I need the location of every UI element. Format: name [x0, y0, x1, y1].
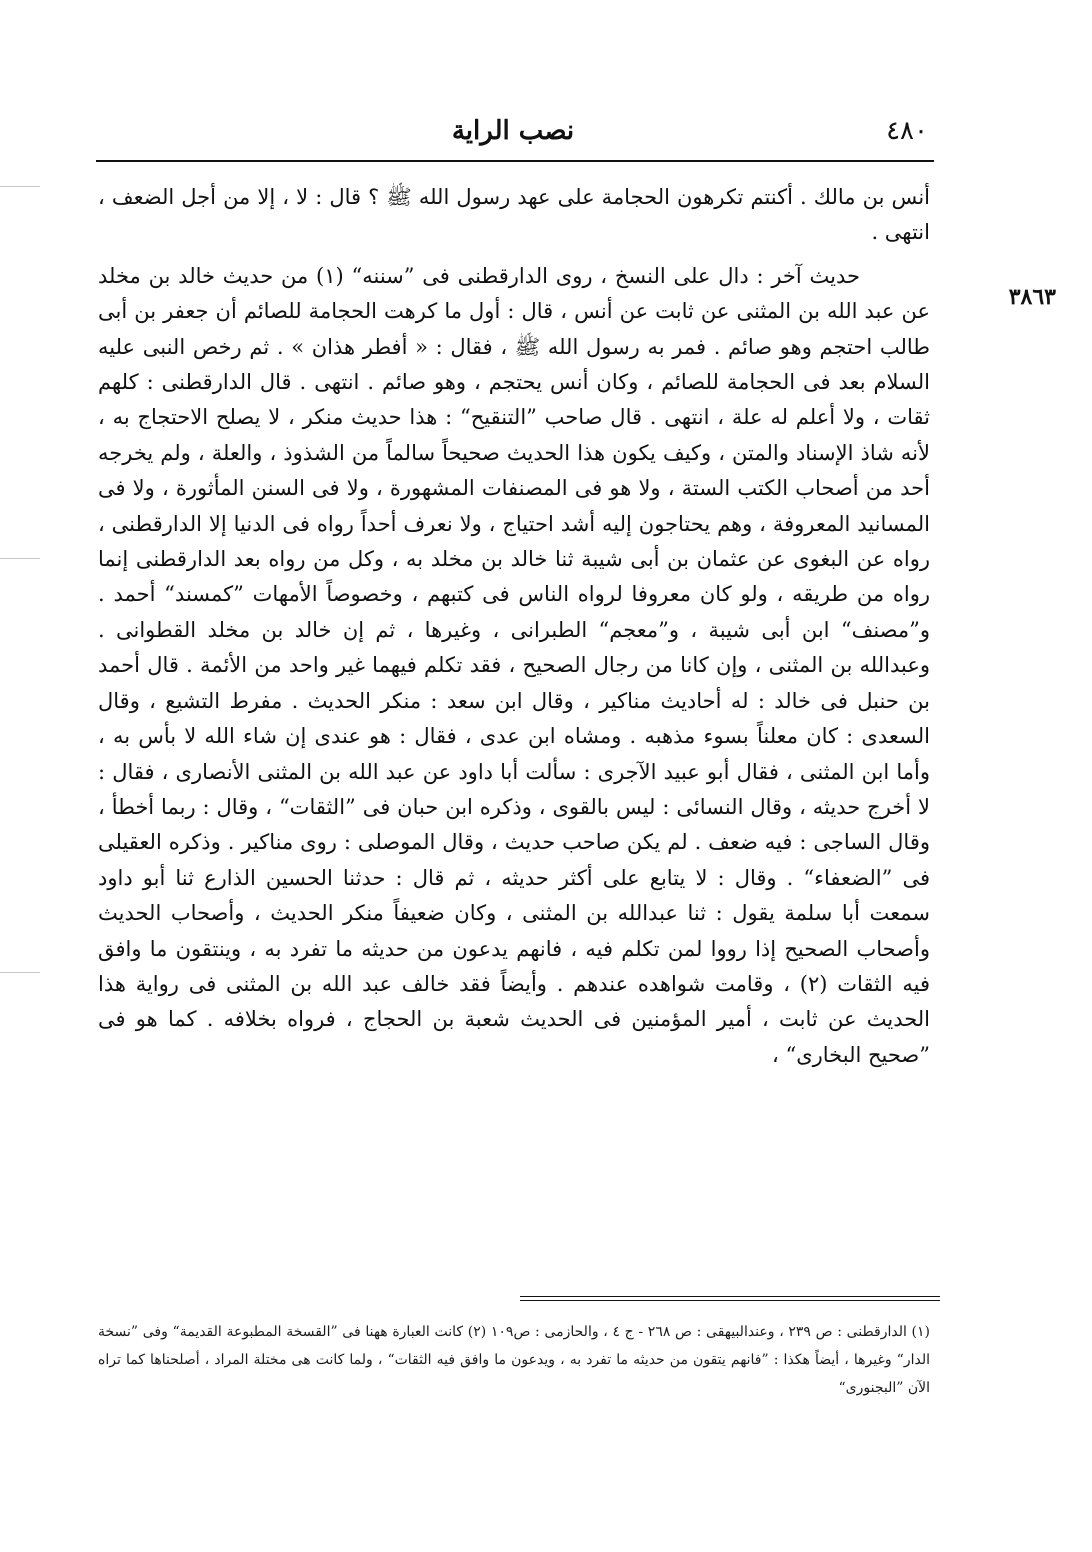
hadith-number: ٣٨٦٣	[1008, 284, 1056, 310]
running-title: نصب الراية	[451, 116, 575, 146]
footnotes	[98, 1318, 930, 1402]
paragraph: حديث آخر : دال على النسخ ، روى الدارقطنى فى ”سننه“ (١) من حديث خالد بن مخلد عن عبد الله بن المثنى عن ثابت عن أنس ، قال : أول ما كرهت الحجامة للصائم أن جعفر بن أبى طالب احتجم وهو صائم . فمر به رسول الله ﷺ ، فقال : « أفطر هذان » . ثم رخص النبى عليه السلام بعد فى الحجامة للصائم ، وكان أنس يحتجم ، وهو صائم . انتهى . قال الدارقطنى : كلهم ثقات ، ولا أعلم له علة ، انتهى . قال صاحب ”التنقيح“ : هذا حديث منكر ، لا يصلح الاحتجاج به ، لأنه شاذ الإسناد والمتن ، وكيف يكون هذا الحديث صحيحاً سالماً من الشذوذ ، والعلة ، ولم يخرجه أحد من أصحاب الكتب الستة ، ولا هو فى المصنفات المشهورة ، ولا فى السنن المأثورة ، ولا فى المسانيد المعروفة ، وهم يحتاجون إليه أشد احتياج ، ولا نعرف أحداً رواه فى الدنيا إلا الدارقطنى ، رواه عن البغوى عن عثمان بن أبى شيبة ثنا خالد بن مخلد به ، وكل من رواه بعد الدارقطنى إنما رواه من طريقه ، ولو كان معروفا لرواه الناس فى كتبهم ، وخصوصاً الأمهات ”كمسند“ أحمد . و”مصنف“ ابن أبى شيبة ، و”معجم“ الطبرانى ، وغيرها ، ثم إن خالد بن مخلد القطوانى . وعبدالله بن المثنى ، وإن كانا من رجال الصحيح ، فقد تكلم فيهما غير واحد من الأئمة . قال أحمد بن حنبل فى خالد : له أحاديث مناكير ، وقال ابن سعد : منكر الحديث . مفرط التشيع ، وقال السعدى : كان معلناً بسوء مذهبه . ومشاه ابن عدى ، فقال : هو عندى إن شاء الله لا بأس به ، وأما ابن المثنى ، فقال أبو عبيد الآجرى : سألت أبا داود عن عبد الله بن المثنى الأنصارى ، فقال : لا أخرج حديثه ، وقال النسائى : ليس بالقوى ، وذكره ابن حبان فى ”الثقات“ ، وقال : ربما أخطأ ، وقال الساجى : فيه ضعف . لم يكن صاحب حديث ، وقال الموصلى : روى مناكير . وذكره العقيلى فى ”الضعفاء“ . وقال : لا يتابع على أكثر حديثه ، ثم قال : حدثنا الحسين الذارع ثنا أبو داود سمعت أبا سلمة يقول : ثنا عبدالله بن المثنى ، وكان ضعيفاً منكر الحديث ، وأصحاب الحديث وأصحاب الصحيح إذا رووا لمن تكلم فيه ، فانهم يدعون من حديثه ما تفرد به ، وينتقون ما وافق فيه الثقات (٢) ، وقامت شواهده عندهم . وأيضاً فقد خالف عبد الله بن المثنى فى رواية هذا الحديث عن ثابت ، أمير المؤمنين فى الحديث شعبة بن الحجاج ، فرواه بخلافه . كما هو فى ”صحيح البخارى“ ،	[98, 263, 931, 1067]
header-divider	[96, 160, 934, 162]
footnote-divider	[520, 1296, 940, 1297]
main-text	[98, 180, 930, 1073]
page-number: ٤٨٠	[886, 116, 928, 146]
footnote: (١) الدارقطنى : ص ٢٣٩ ، وعندالبيهقى : ص ٢٦٨ - ج ٤ ، والحازمى : ص١٠٩ (٢) كانت العبارة ههنا فى ”القسخة المطبوعة القديمة“ وفى ”نسخة الدار“ وغيرها ، أيضاً هكذا : ”فانهم يتقون من حديثه ما تفرد به ، ويدعون ما وافق فيه الثقات“ ، ولما كانت هى مختلة المراد ، أصلحناها كما تراه الآن ”البجنورى“	[98, 1324, 930, 1396]
page-header	[98, 108, 928, 158]
margin-tick	[0, 186, 40, 187]
margin-tick	[0, 972, 40, 973]
paragraph: أنس بن مالك . أكنتم تكرهون الحجامة على عهد رسول الله ﷺ ؟ قال : لا ، إلا من أجل الضعف ، انتهى .	[98, 185, 930, 245]
footnote-divider	[520, 1300, 940, 1301]
margin-tick	[0, 558, 40, 559]
